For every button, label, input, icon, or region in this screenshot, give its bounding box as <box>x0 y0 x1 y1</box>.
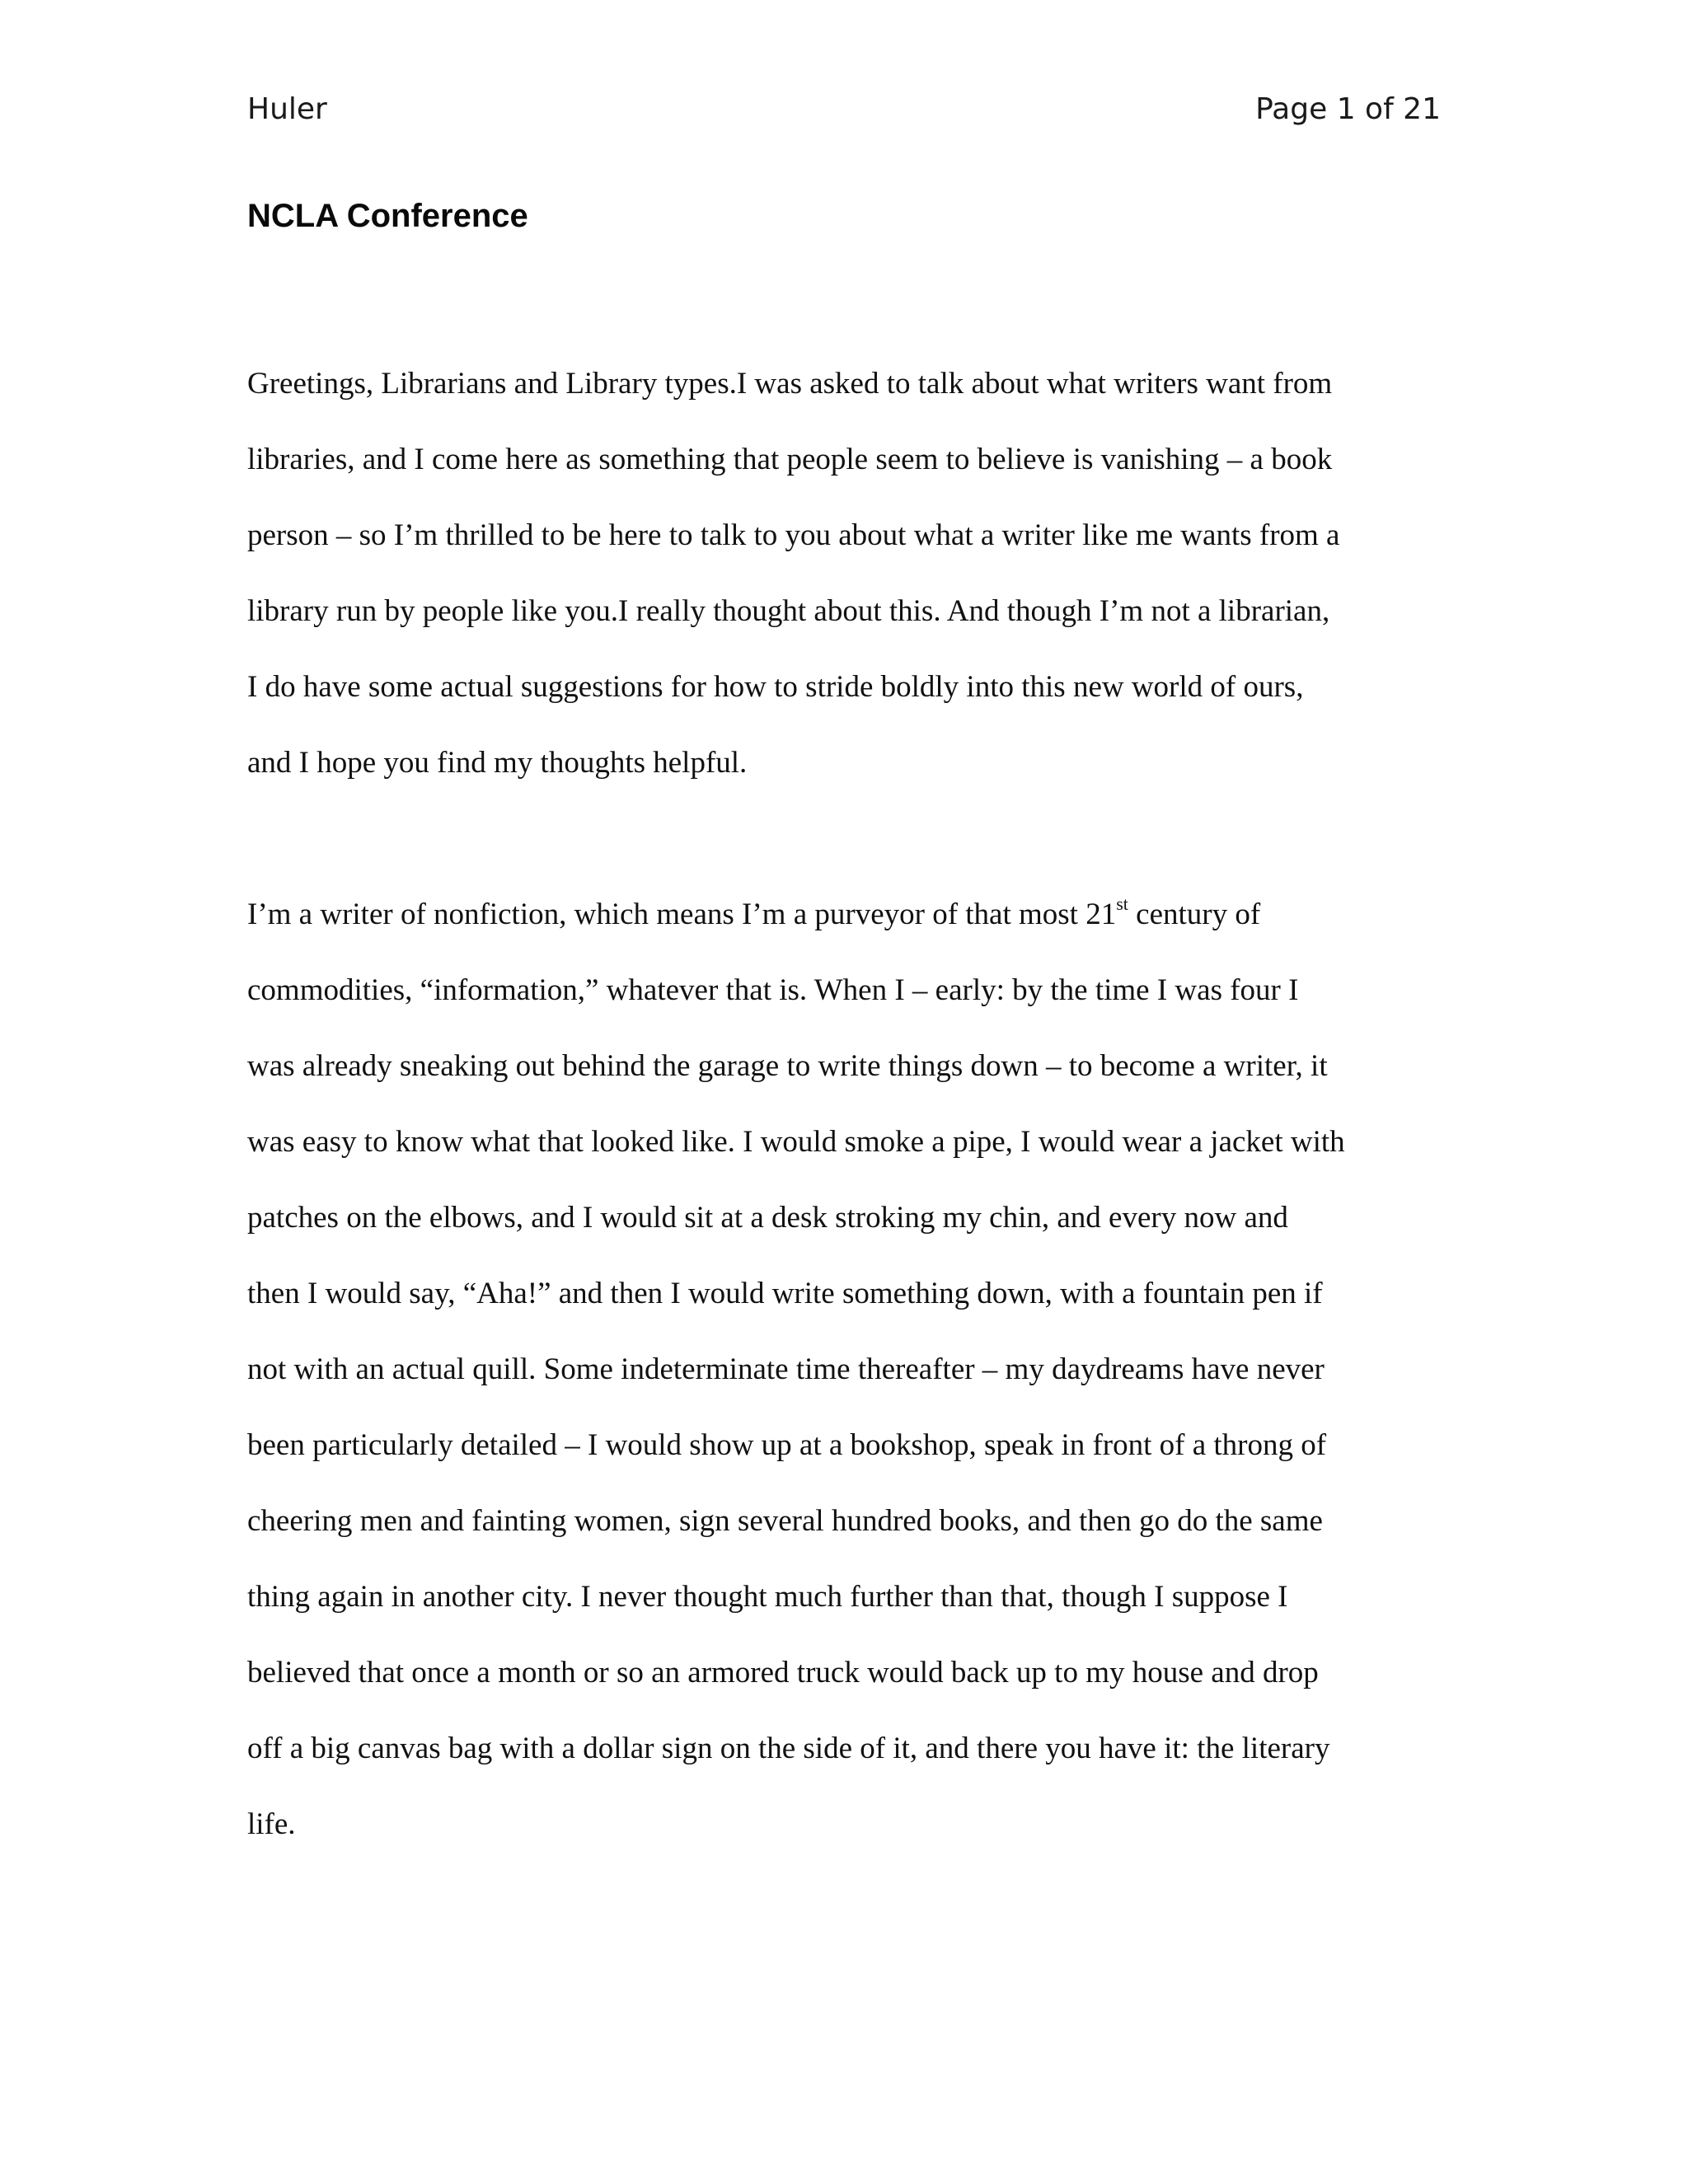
text-line: not with an actual quill. Some indeterminate time thereafter – my daydreams have never <box>247 1352 1325 1386</box>
text-line: libraries, and I come here as something that people seem to believe is vanishing – a book <box>247 443 1333 476</box>
text-line: patches on the elbows, and I would sit at a desk stroking my chin, and every now and <box>247 1201 1288 1235</box>
text-line: person – so I’m thrilled to be here to talk to you about what a writer like me wants from a <box>247 518 1340 552</box>
text-line: library run by people like you.I really thought about this. And though I’m not a librarian, <box>247 594 1330 628</box>
header-author: Huler <box>247 92 327 126</box>
text-line: and I hope you find my thoughts helpful. <box>247 746 748 780</box>
paragraph-writer-life <box>247 877 1441 1863</box>
text-line: then I would say, “Aha!” and then I would write something down, with a fountain pen if <box>247 1277 1323 1310</box>
text-line: commodities, “information,” whatever that is. When I – early: by the time I was four I <box>247 973 1299 1007</box>
text-line: I do have some actual suggestions for how to stride boldly into this new world of ours, <box>247 670 1304 704</box>
text-segment: I’m a writer of nonfiction, which means I’m a purveyor of that most 21 <box>247 898 1117 931</box>
text-line: been particularly detailed – I would show up at a bookshop, speak in front of a throng of <box>247 1428 1327 1462</box>
text-line: was easy to know what that looked like. I would smoke a pipe, I would wear a jacket with <box>247 1125 1345 1159</box>
text-line: believed that once a month or so an armored truck would back up to my house and drop <box>247 1656 1319 1690</box>
header-page-number: Page 1 of 21 <box>1255 92 1441 126</box>
text-line-first <box>247 877 1441 953</box>
text-line: was already sneaking out behind the garage to write things down – to become a writer, it <box>247 1049 1328 1083</box>
text-line: Greetings, Librarians and Library types.I was asked to talk about what writers want from <box>247 367 1333 401</box>
text-segment: century of <box>1128 898 1261 931</box>
text-line: off a big canvas bag with a dollar sign on the side of it, and there you have it: the literary <box>247 1732 1330 1765</box>
text-line: life. <box>247 1807 296 1841</box>
document-title: NCLA Conference <box>247 198 528 234</box>
text-line: thing again in another city. I never thought much further than that, though I suppose I <box>247 1580 1288 1614</box>
ordinal-superscript: st <box>1116 893 1128 914</box>
page-header <box>247 92 1441 142</box>
text-line: cheering men and fainting women, sign several hundred books, and then go do the same <box>247 1504 1323 1538</box>
paragraph-greeting <box>247 346 1441 801</box>
